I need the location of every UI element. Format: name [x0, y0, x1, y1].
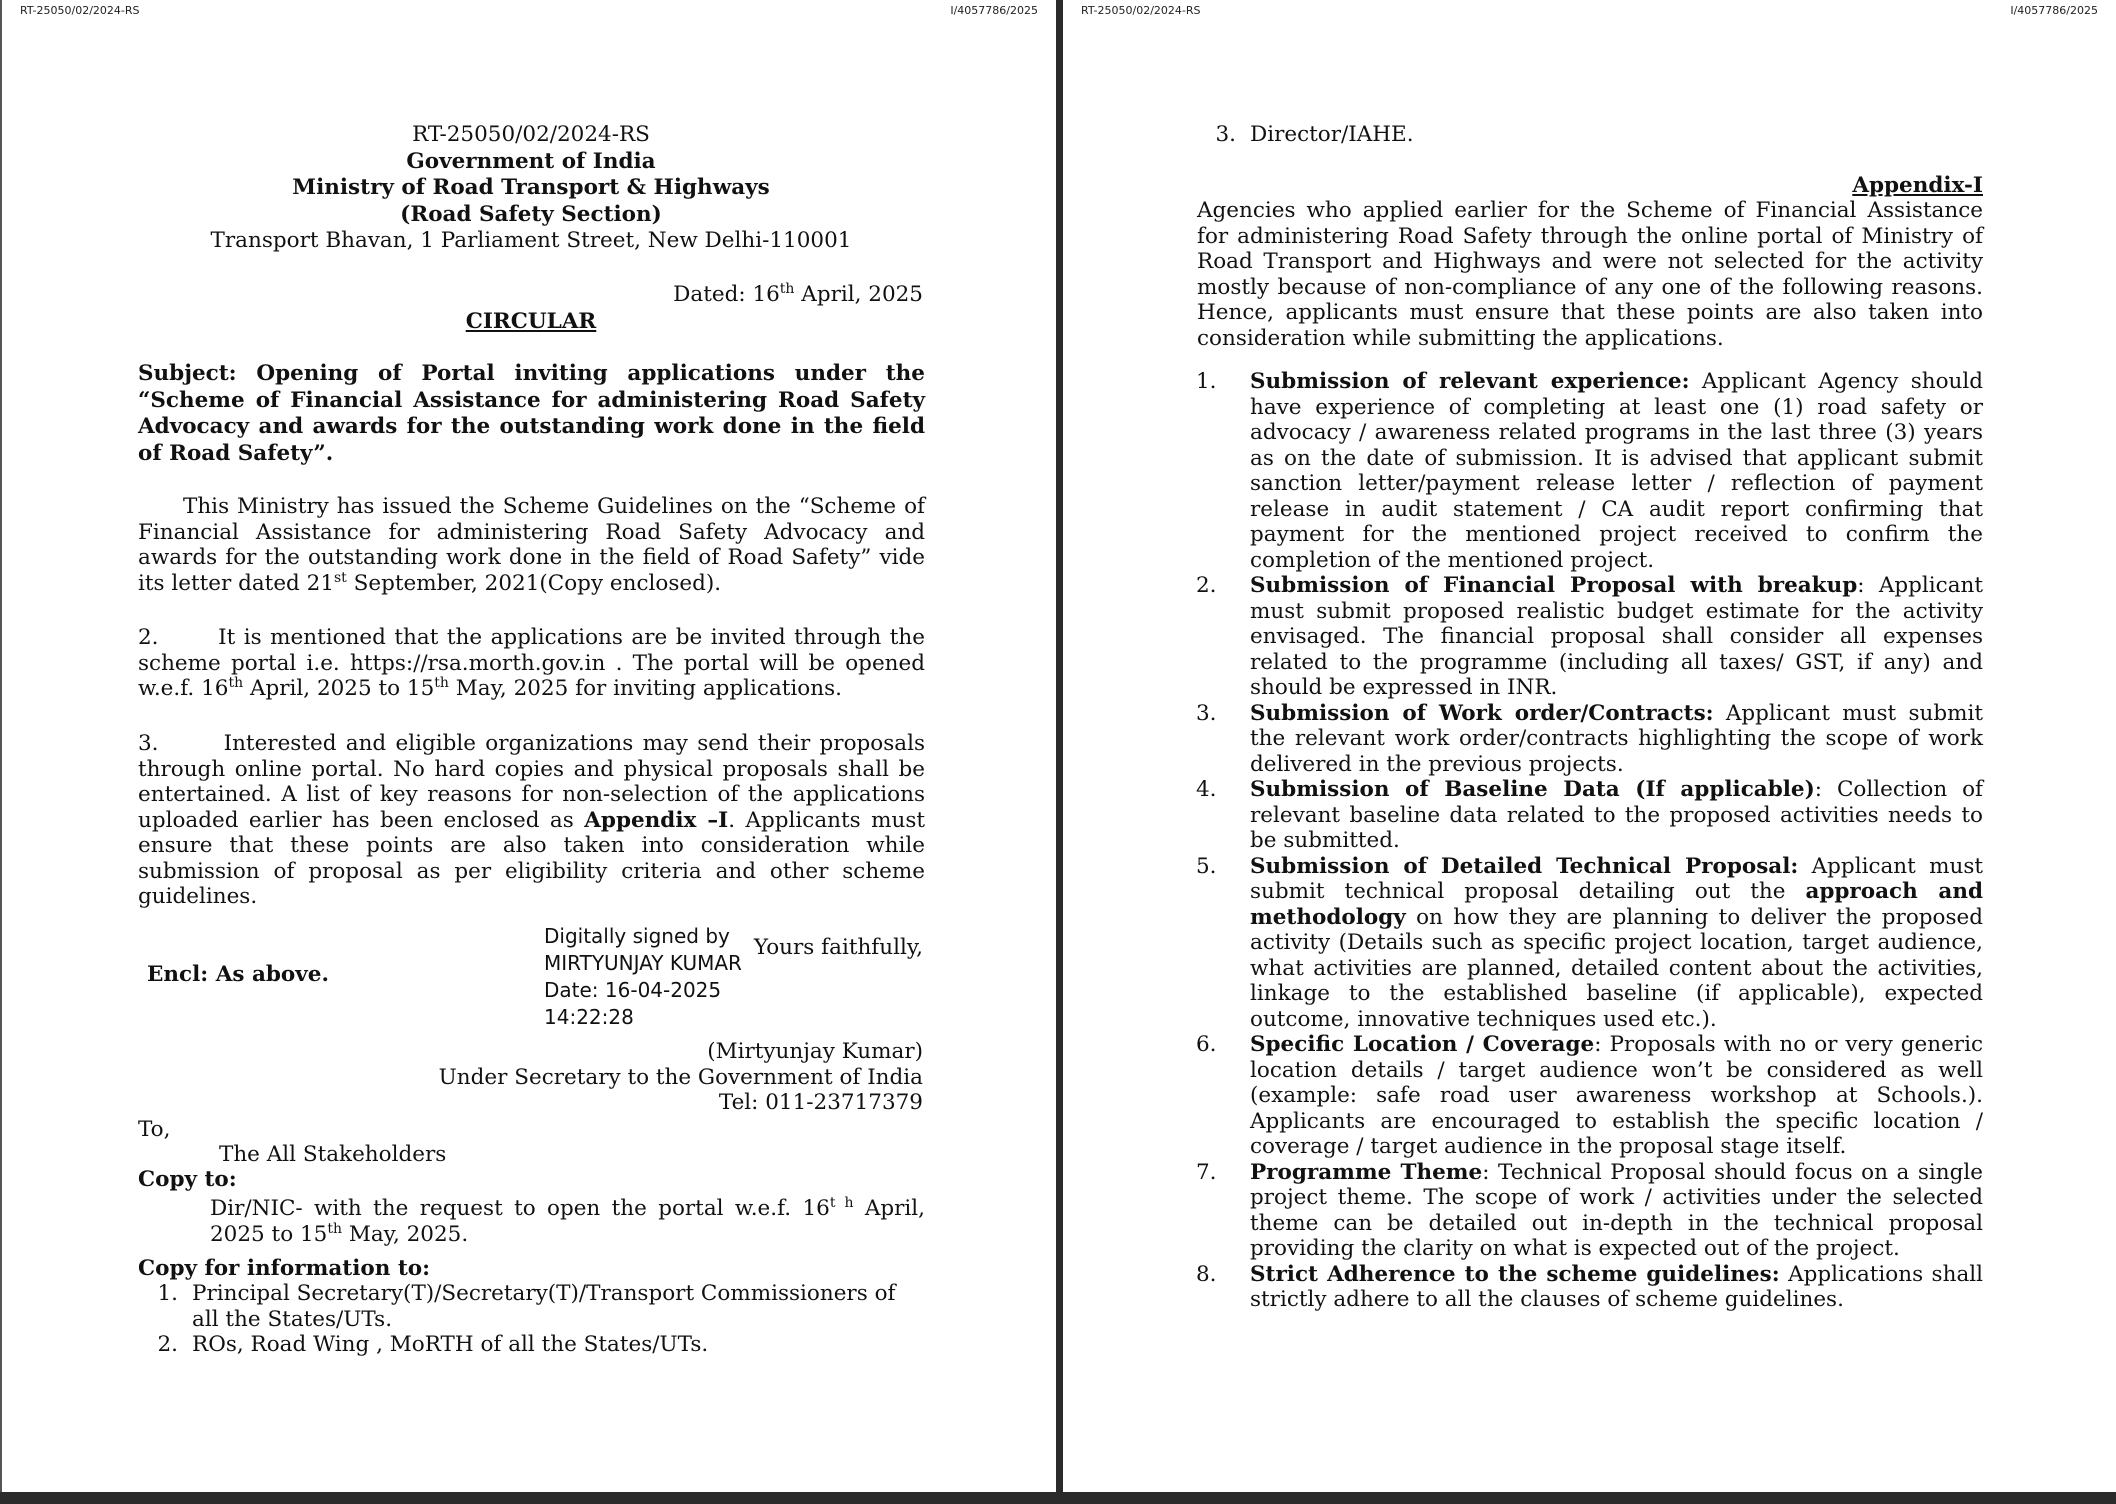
list-num: 1. [157, 1281, 178, 1306]
para2-c: May, 2025 for inviting applications. [448, 676, 842, 701]
item-heading: Submission of Detailed Technical Proposal: [1250, 853, 1799, 879]
list-item [1196, 777, 1983, 854]
digital-signature [544, 923, 742, 1031]
para2-a: 2. It is mentioned that the applications are be invited through the scheme portal i.e. https://rsa.morth.gov.in . The portal will be opened w.e.f. 16 [138, 625, 932, 701]
copy-b: April, 2025 to 15 [210, 1196, 925, 1247]
item-heading: Specific Location / Coverage [1250, 1032, 1595, 1057]
item-text: Applicant must submit the relevant work order/contracts highlighting the scope of work delivered in the previous projects. [1250, 700, 1983, 777]
list-num: 2. [1196, 573, 1217, 598]
item-heading: Strict Adherence to the scheme guidelines: [1250, 1261, 1780, 1287]
list-item [1196, 122, 1976, 148]
paragraph-3 [138, 731, 932, 910]
item-text: Applicant Agency should have experience of completing at least one (1) road safety or advocacy / awareness related programs in the last three (3) years as on the date of submission. It is advised that applicant submit sanction letter/payment release letter / reflection of payment release in audit statement / CA audit report confirming that payment for the mentioned project received to confirm the completion of the mentioned project. [1250, 369, 1984, 573]
list-text: Principal Secretary(T)/Secretary(T)/Transport Commissioners of all the States/UTs. [192, 1281, 896, 1332]
copy-c: May, 2025. [341, 1221, 469, 1247]
para3-b: . Applicants must ensure that these points are also taken into consideration while submission of proposal as per eligibility criteria and other scheme guidelines. [138, 807, 925, 909]
item-text: Applications shall strictly adhere to all the clauses of scheme guidelines. [1250, 1261, 1984, 1312]
appendix-reasons-list [1196, 369, 1983, 1313]
signer-block [439, 1039, 923, 1116]
paragraph-2 [138, 625, 932, 702]
copy-to-nic [210, 1196, 925, 1247]
copy-info-label: Copy for information to: [138, 1256, 431, 1281]
para3-appendix-ref: Appendix –I [584, 807, 729, 833]
list-text: ROs, Road Wing , MoRTH of all the States/UTs. [192, 1332, 709, 1357]
list-item [138, 1281, 925, 1332]
header-file-no: RT-25050/02/2024-RS [20, 4, 140, 17]
letterhead [137, 122, 925, 255]
item-text: Applicant must submit technical proposal detailing out the [1250, 853, 1983, 904]
copy-info-list-continued [1196, 122, 1976, 148]
list-item [138, 1332, 925, 1358]
list-num: 2. [157, 1332, 178, 1357]
list-item [1196, 854, 1983, 1033]
signer-name: (Mirtyunjay Kumar) [707, 1039, 923, 1064]
list-num: 7. [1196, 1159, 1217, 1185]
item-text: : Collection of relevant baseline data related to the proposed activities needs to be submitted. [1250, 777, 1983, 853]
para2-sup2: th [434, 674, 449, 691]
section: (Road Safety Section) [400, 201, 662, 227]
copy-to-label: Copy to: [138, 1167, 237, 1192]
item-heading: Submission of Baseline Data (If applicable) [1250, 777, 1815, 802]
signer-title: Under Secretary to the Government of India [438, 1064, 923, 1090]
list-item [1196, 369, 1983, 573]
item-heading: Submission of Work order/Contracts: [1250, 700, 1714, 726]
list-item [1196, 1262, 1983, 1313]
page-1 [0, 0, 1056, 1492]
copy-sup2: th [327, 1220, 342, 1237]
to-label: To, [138, 1117, 171, 1142]
ministry: Ministry of Road Transport & Highways [292, 175, 770, 200]
item-heading: Submission of relevant experience: [1250, 369, 1690, 394]
list-num: 5. [1196, 853, 1217, 879]
list-num: 4. [1196, 777, 1217, 802]
appendix-intro: Agencies who applied earlier for the Scheme of Financial Assistance for administering Road Safety through the online portal of Ministry of Road Transport and Highways and were not selected for the activity mostly because of non-compliance of any one of the following reasons. Hence, applicants must ensure that these points are also taken into consideration while submitting the applications. [1197, 198, 1983, 351]
appendix-title: Appendix-I [1852, 173, 1983, 198]
header-doc-id: I/4057786/2025 [950, 4, 1038, 17]
paragraph-1 [138, 494, 925, 596]
para2-sup1: th [228, 674, 244, 691]
para2-b: April, 2025 to 15 [243, 676, 435, 701]
list-num: 8. [1196, 1261, 1217, 1287]
list-item [1196, 1160, 1983, 1262]
ref-number: RT-25050/02/2024-RS [412, 122, 650, 147]
list-num: 3. [1196, 700, 1217, 726]
dated [673, 282, 923, 308]
para1-sup: st [334, 569, 347, 586]
dated-sup: th [779, 280, 795, 297]
item-text: : Applicant must submit proposed realistic budget estimate for the activity envisaged. The financial proposal shall consider all expenses related to the programme (including all taxes/ GST, if any) and should be expressed in INR. [1250, 573, 1983, 700]
list-text: Director/IAHE. [1250, 122, 1414, 147]
dated-prefix: Dated: [673, 282, 753, 307]
signer-tel: Tel: 011-23717379 [718, 1090, 923, 1115]
para3-a: 3. Interested and eligible organizations may send their proposals through online portal. No hard copies and physical proposals shall be entertained. A list of key reasons for non-selection of the applications uploaded earlier has been enclosed as [138, 731, 932, 833]
copy-a: Dir/NIC- with the request to open the portal w.e.f. 16 [210, 1196, 830, 1221]
government: Government of India [406, 148, 656, 174]
dated-day: 16 [752, 282, 780, 307]
item-emphasis: approach and methodology [1250, 879, 1983, 930]
list-item [1196, 701, 1983, 778]
list-num: 3. [1215, 122, 1236, 147]
subject: Subject: Opening of Portal inviting applications under the “Scheme of Financial Assistance for administering Road Safety Advocacy and awards for the outstanding work done in the field of Road Safety”. [138, 361, 925, 466]
signature-line-3: Date: 16-04-2025 [544, 978, 722, 1002]
yours-faithfully: Yours faithfully, [753, 935, 923, 960]
signature-line-4: 14:22:28 [544, 1005, 634, 1029]
item-text: : Technical Proposal should focus on a single project theme. The scope of work / activities under the selected theme can be detailed out in-depth in the technical proposal providing the clarity on what is expected out of the project. [1250, 1159, 1983, 1261]
circular-title: CIRCULAR [465, 309, 597, 334]
dated-rest: April, 2025 [794, 282, 923, 307]
signature-line-1: Digitally signed by [544, 924, 730, 948]
para1-end: September, 2021(Copy enclosed). [346, 570, 722, 596]
signature-line-2: MIRTYUNJAY KUMAR [544, 951, 742, 975]
list-item [1196, 1032, 1983, 1160]
header-file-no: RT-25050/02/2024-RS [1081, 4, 1201, 17]
list-num: 6. [1196, 1032, 1217, 1057]
item-heading: Programme Theme [1250, 1159, 1483, 1185]
copy-info-list [138, 1281, 925, 1358]
item-heading: Submission of Financial Proposal with breakup [1250, 573, 1858, 598]
address: Transport Bhavan, 1 Parliament Street, New Delhi-110001 [210, 228, 852, 253]
para1-text: This Ministry has issued the Scheme Guidelines on the “Scheme of Financial Assistance for administering Road Safety Advocacy and awards for the outstanding work done in the field of Road Safety” vide its letter dated 21 [138, 494, 925, 596]
list-item [1196, 573, 1983, 701]
copy-sup1: t h [829, 1194, 854, 1211]
item-text-2: on how they are planning to deliver the proposed activity (Details such as specific project location, target audience, what activities are planned, detailed content about the activities, linkage to the established baseline (if applicable), expected outcome, innovative techniques used etc.). [1250, 904, 1983, 1032]
to-recipient: The All Stakeholders [219, 1142, 447, 1167]
item-text: : Proposals with no or very generic location details / target audience won’t be considered as well (example: safe road user awareness workshop at Schools.). Applicants are encouraged to establish the specific location / coverage / target audience in the proposal stage itself. [1250, 1032, 1983, 1159]
page-2 [1063, 0, 2116, 1492]
header-doc-id: I/4057786/2025 [2010, 4, 2098, 17]
enclosure: Encl: As above. [147, 962, 329, 987]
list-num: 1. [1196, 369, 1217, 394]
